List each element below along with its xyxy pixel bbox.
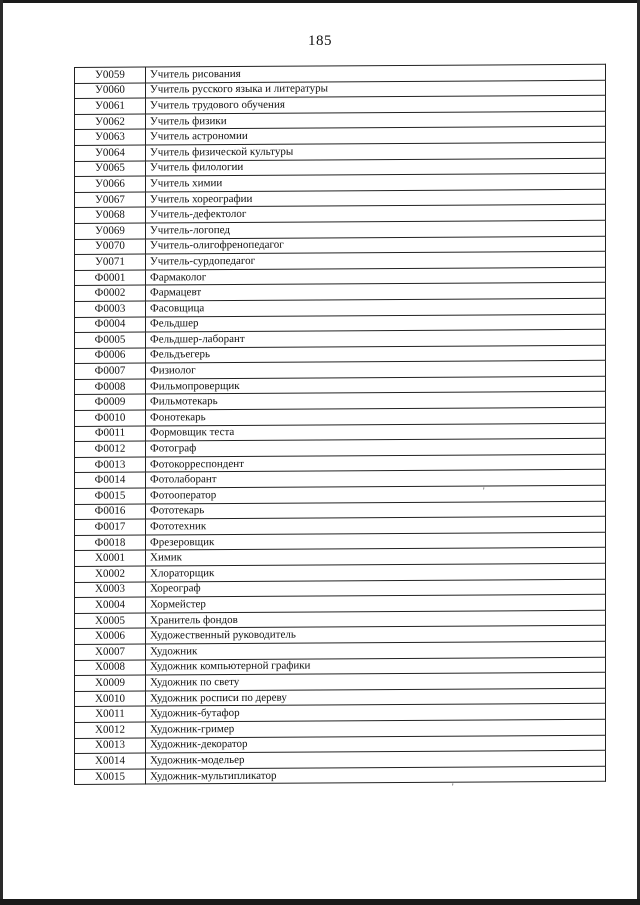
table-body — [75, 64, 606, 785]
profession-codes-table — [74, 64, 606, 786]
row-code: Х0006 — [75, 628, 146, 644]
row-title: Хлораторщик — [146, 563, 606, 581]
row-code: Х0013 — [75, 738, 146, 754]
row-title: Фонотекарь — [146, 407, 606, 425]
row-title: Художник компьютерной графики — [146, 657, 606, 675]
row-code: У0063 — [75, 129, 146, 145]
row-title: Фотокорреспондент — [146, 454, 606, 472]
row-title: Фототехник — [146, 516, 606, 534]
row-code: У0068 — [75, 207, 146, 223]
row-title: Фельдшер-лаборант — [146, 329, 606, 347]
row-code: Х0005 — [75, 613, 146, 629]
row-code: Ф0012 — [75, 441, 146, 457]
row-code: Х0007 — [75, 644, 146, 660]
row-title: Фотооператор — [146, 485, 606, 503]
scan-bottom-edge — [0, 899, 640, 905]
row-title: Фототекарь — [146, 501, 606, 519]
row-title: Учитель хореографии — [146, 189, 606, 207]
row-title: Художник-модельер — [146, 750, 606, 768]
row-code: У0070 — [75, 239, 146, 255]
row-code: Ф0002 — [75, 285, 146, 301]
row-title: Фармаколог — [146, 267, 606, 285]
row-title: Учитель трудового обучения — [146, 95, 606, 113]
row-title: Художественный руководитель — [146, 626, 606, 644]
row-code: Х0014 — [75, 753, 146, 769]
row-code: Ф0016 — [75, 504, 146, 520]
row-title: Фармацевт — [146, 283, 606, 301]
row-code: У0062 — [75, 114, 146, 130]
row-code: Ф0009 — [75, 395, 146, 411]
row-code: У0071 — [75, 254, 146, 270]
row-title: Формовщик теста — [146, 423, 606, 441]
row-code: Х0008 — [75, 660, 146, 676]
row-code: У0059 — [75, 67, 146, 83]
row-title: Учитель астрономии — [146, 127, 606, 145]
row-code: Х0003 — [75, 582, 146, 598]
row-title: Фильмотекарь — [146, 392, 606, 410]
row-code: Ф0010 — [75, 410, 146, 426]
row-title: Художник-декоратор — [146, 735, 606, 753]
scan-speck: ' — [452, 782, 454, 792]
row-code: Х0012 — [75, 722, 146, 738]
row-code: У0065 — [75, 161, 146, 177]
row-title: Художник-бутафор — [146, 704, 606, 722]
row-code: Х0001 — [75, 550, 146, 566]
row-title: Учитель филологии — [146, 158, 606, 176]
row-title: Художник росписи по дереву — [146, 688, 606, 706]
row-code: Ф0004 — [75, 317, 146, 333]
row-title: Художник-гример — [146, 719, 606, 737]
row-title: Фильмопроверщик — [146, 376, 606, 394]
row-title: Учитель-сурдопедагог — [146, 251, 606, 269]
row-title: Фотолаборант — [146, 470, 606, 488]
row-title: Хореограф — [146, 579, 606, 597]
row-title: Учитель рисования — [146, 64, 606, 82]
row-code: Х0002 — [75, 566, 146, 582]
row-title: Учитель-олигофренопедагог — [146, 236, 606, 254]
row-code: Х0010 — [75, 691, 146, 707]
row-code: У0067 — [75, 192, 146, 208]
row-title: Фельдъегерь — [146, 345, 606, 363]
row-code: Ф0013 — [75, 457, 146, 473]
row-title: Фотограф — [146, 439, 606, 457]
row-code: Х0011 — [75, 706, 146, 722]
row-code: Ф0001 — [75, 270, 146, 286]
row-title: Учитель русского языка и литературы — [146, 80, 606, 98]
row-title: Учитель физики — [146, 111, 606, 129]
row-title: Учитель физической культуры — [146, 142, 606, 160]
row-code: Х0015 — [75, 769, 146, 785]
row-title: Хормейстер — [146, 594, 606, 612]
row-title: Учитель-дефектолог — [146, 205, 606, 223]
row-code: Ф0003 — [75, 301, 146, 317]
row-title: Художник-мультипликатор — [146, 766, 606, 784]
row-code: Ф0015 — [75, 488, 146, 504]
row-title: Фрезеровщик — [146, 532, 606, 550]
page-number: 185 — [308, 33, 332, 49]
row-title: Химик — [146, 548, 606, 566]
row-code: Х0004 — [75, 597, 146, 613]
row-code: Ф0014 — [75, 473, 146, 489]
row-code: Ф0006 — [75, 348, 146, 364]
row-code: У0069 — [75, 223, 146, 239]
row-title: Художник по свету — [146, 672, 606, 690]
scan-top-edge — [0, 0, 640, 3]
row-code: Ф0007 — [75, 363, 146, 379]
row-code: У0060 — [75, 83, 146, 99]
row-code: Х0009 — [75, 675, 146, 691]
row-code: У0064 — [75, 145, 146, 161]
row-code: Ф0008 — [75, 379, 146, 395]
row-code: Ф0011 — [75, 426, 146, 442]
row-code: Ф0018 — [75, 535, 146, 551]
row-title: Художник — [146, 641, 606, 659]
row-title: Физиолог — [146, 361, 606, 379]
row-title: Учитель химии — [146, 173, 606, 191]
row-code: У0066 — [75, 176, 146, 192]
scan-left-edge — [0, 0, 3, 905]
table-row — [75, 766, 606, 785]
scan-speck: ' — [483, 486, 485, 496]
row-code: Ф0017 — [75, 519, 146, 535]
row-title: Фельдшер — [146, 314, 606, 332]
row-code: У0061 — [75, 98, 146, 114]
row-title: Учитель-логопед — [146, 220, 606, 238]
row-title: Фасовщица — [146, 298, 606, 316]
row-title: Хранитель фондов — [146, 610, 606, 628]
row-code: Ф0005 — [75, 332, 146, 348]
